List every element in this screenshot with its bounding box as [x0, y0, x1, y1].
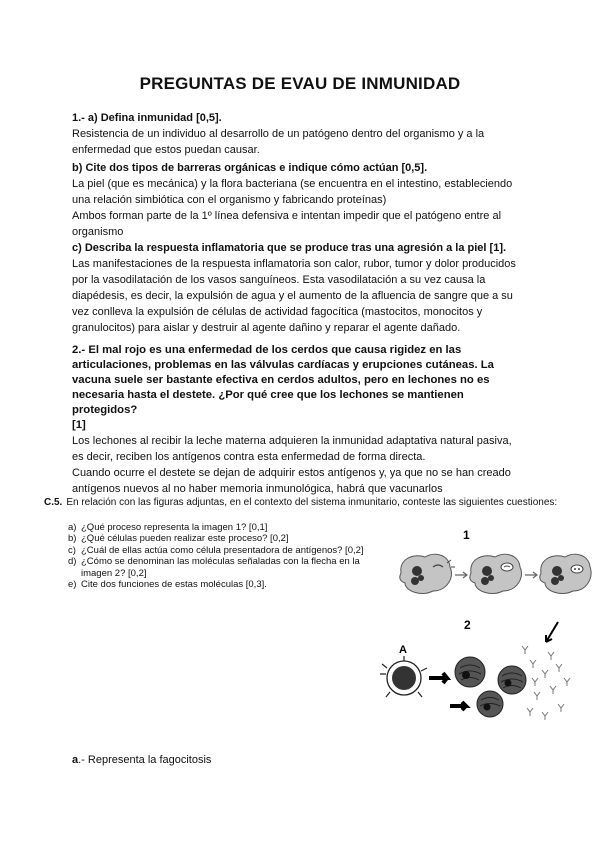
question-1c-text: c) Describa la respuesta inflamatoria que se produce tras una agresión a la piel [1]. — [72, 242, 507, 254]
cell-a-label: A — [399, 644, 407, 656]
figure-1 — [395, 525, 595, 617]
question-2-line: necesaria hasta el destete. ¿Por qué cree que los lechones se mantienen protegidos? — [72, 389, 464, 416]
pointer-arrow-icon — [546, 622, 558, 642]
arrow-icon — [450, 702, 466, 710]
answer-line: es decir, reciben los antígenos contra esta enfermedad de forma directa. — [72, 451, 426, 463]
phagocyte-cell-icon — [470, 554, 522, 593]
plasma-cell-icon — [498, 666, 526, 694]
list-item: d) ¿Cómo se denominan las moléculas señaladas con la flecha en la — [68, 556, 360, 568]
b-lymphocyte-icon — [380, 656, 427, 697]
list-item: c) ¿Cuál de ellas actúa como célula presentadora de antígenos? [0,2] — [68, 544, 364, 556]
answer-line: organismo — [72, 226, 124, 238]
answer-line: Las manifestaciones de la respuesta inflamatoria son calor, rubor, tumor y dolor producidos — [72, 258, 516, 270]
phagocyte-cell-icon — [540, 554, 591, 593]
answer-line: enfermedad que estos puedan causar. — [72, 144, 260, 156]
page-title: PREGUNTAS DE EVAU DE INMUNIDAD — [139, 74, 461, 93]
answer-line: Los lechones al recibir la leche materna adquieren la inmunidad adaptativa natural pasiva, — [72, 435, 512, 447]
c5-question-list — [68, 522, 398, 590]
answer-line: por la vasodilatación de los vasos sanguíneos. Esta vasodilatación a su vez causa la — [72, 274, 486, 286]
answer-line: La piel (que es mecánica) y la flora bacteriana (se encuentra en el intestino, estableciendo — [72, 178, 513, 190]
question-2-line: [1] — [72, 419, 86, 431]
list-item: e) Cite dos funciones de estas moléculas [0,3]. — [68, 579, 267, 591]
answer-line: diapédesis, es decir, la expulsión de agua y el aumento de la afluencia de sangre que a su — [72, 290, 513, 302]
plasma-cell-icon — [455, 657, 485, 687]
answer-line: granulocitos) para aislar y destruir al agente dañino y reparar el agente dañado. — [72, 322, 461, 334]
figure-2 — [372, 616, 572, 726]
question-1b — [72, 160, 532, 240]
answer-line: Cuando ocurre el destete se dejan de adquirir estos antígenos y, ya que no se han creado — [72, 467, 511, 479]
answer-line: Ambos forman parte de la 1º línea defensiva e intentan impedir que el patógeno entre al — [72, 210, 502, 222]
answer-a — [72, 754, 211, 766]
answer-line: Resistencia de un individuo al desarrollo de un patógeno dentro del organismo y a la — [72, 128, 485, 140]
question-1a — [72, 110, 532, 158]
c5-intro: En relación con las figuras adjuntas, en el contexto del sistema inmunitario, conteste las siguientes cuestiones: — [66, 497, 558, 508]
answer-line: una relación simbiótica con el organismo y fabricando proteínas) — [72, 194, 387, 206]
answer-a-text: .- Representa la fagocitosis — [78, 754, 212, 766]
question-1b-text: b) Cite dos tipos de barreras orgánicas e indique cómo actúan [0,5]. — [72, 162, 428, 174]
answer-line: vez conlleva la expulsión de células de actividad fagocítica (mastocitos, monocitos y — [72, 306, 483, 318]
answer-line: antígenos nuevos al no haber memoria inmunológica, habrá que vacunarlos — [72, 483, 443, 495]
list-item: b) ¿Qué células pueden realizar este proceso? [0,2] — [68, 533, 289, 545]
question-2-line: vacuna suele ser bastante efectiva en cerdos adultos, pero en lechones no es — [72, 374, 490, 386]
question-2-line: articulaciones, problemas en las válvulas cardíacas y erupciones cutáneas. La — [72, 359, 494, 371]
c5-heading — [44, 497, 564, 508]
answer-a-letter: a — [72, 754, 79, 766]
arrow-icon — [455, 572, 467, 578]
arrow-icon — [525, 572, 537, 578]
c5-label: C.5. — [44, 497, 63, 508]
plasma-cell-icon — [477, 691, 503, 717]
figure-2-label: 2 — [464, 618, 471, 632]
arrow-icon — [429, 673, 447, 683]
question-1a-text: 1.- a) Defina inmunidad [0,5]. — [72, 112, 222, 124]
figure-1-label: 1 — [463, 528, 470, 542]
phagocyte-cell-icon — [400, 554, 455, 593]
list-item: imagen 2? [0,2] — [81, 567, 147, 579]
antibody-molecules-icon — [522, 646, 570, 720]
question-2 — [72, 343, 532, 497]
list-item: a) ¿Qué proceso representa la imagen 1? [0,1] — [68, 522, 268, 533]
question-1c — [72, 240, 532, 336]
question-2-line: 2.- El mal rojo es una enfermedad de los cerdos que causa rigidez en las — [72, 344, 462, 356]
